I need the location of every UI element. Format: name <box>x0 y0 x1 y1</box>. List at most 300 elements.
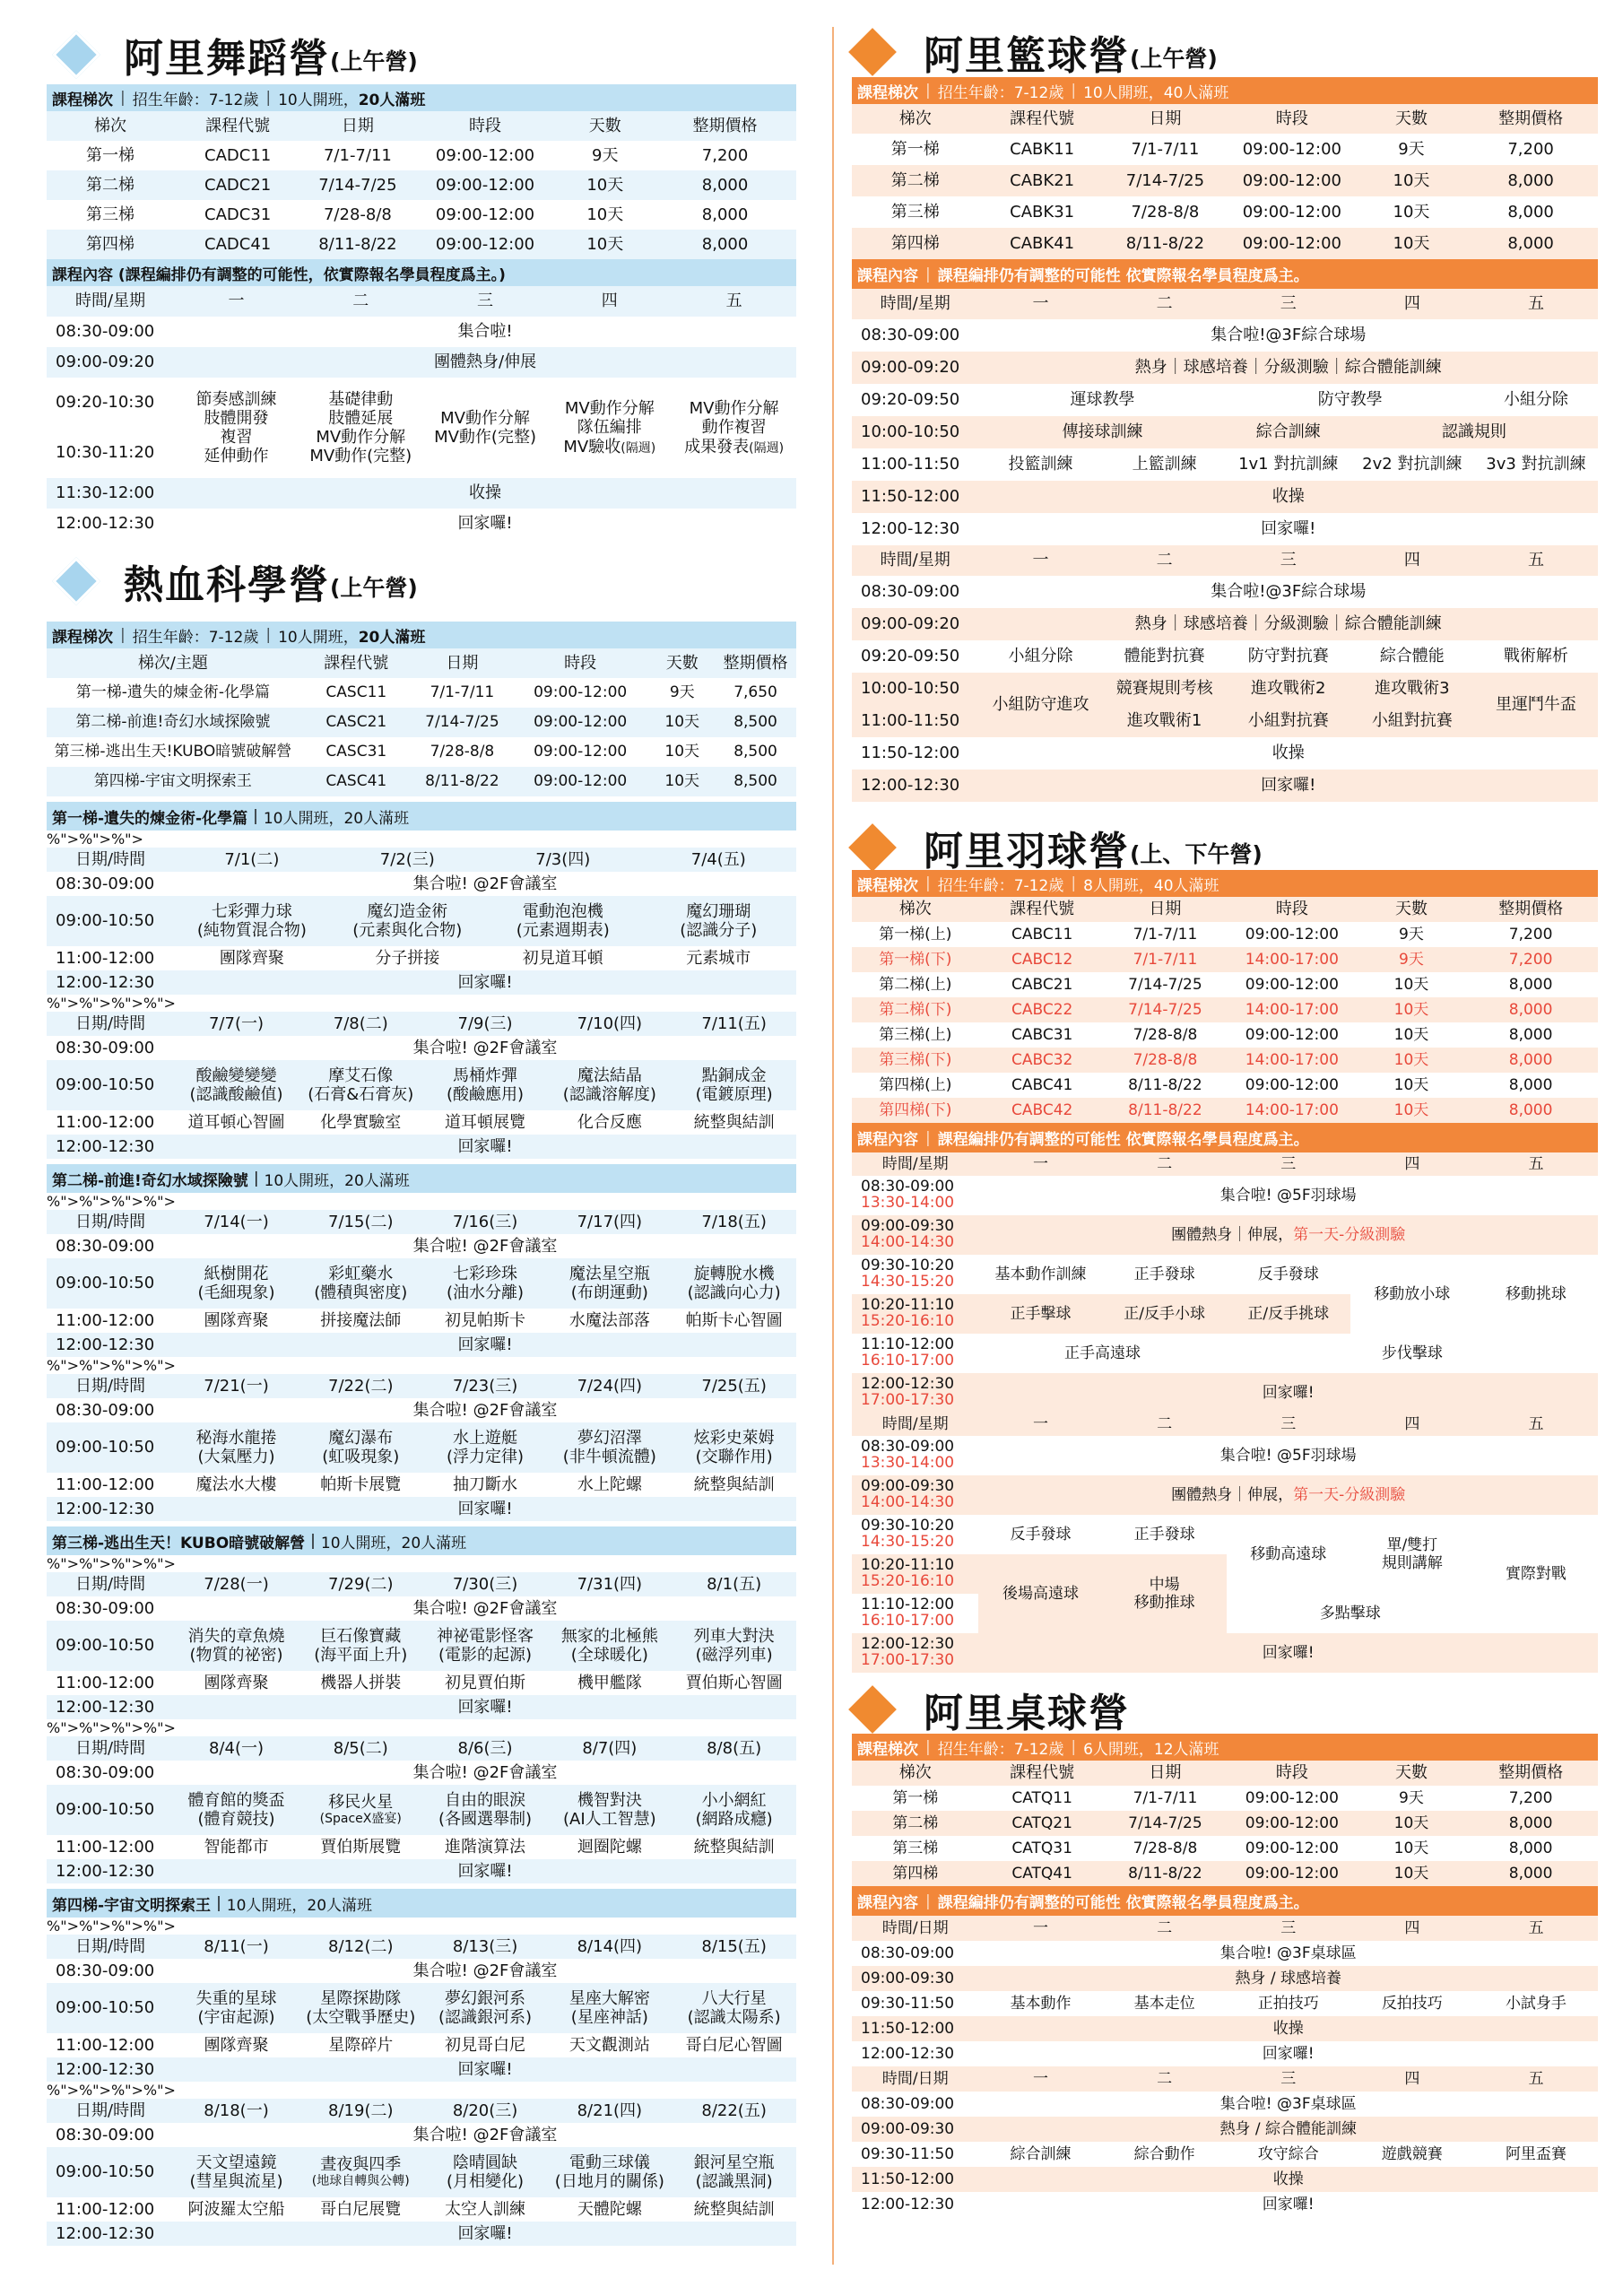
table-cell: 8,000 <box>701 204 749 224</box>
date-cell: 8/21(四) <box>577 2100 643 2120</box>
table-cell: 9天 <box>592 145 619 165</box>
enroll-label: 課程梯次 <box>857 876 918 895</box>
enroll-min: 8人開班， <box>1083 876 1154 895</box>
date-cell: 7/14(一) <box>204 1212 269 1231</box>
table-header <box>852 897 1598 922</box>
table-cell: 第四梯(上) <box>879 1075 952 1094</box>
header-cell: 天數 <box>665 653 699 673</box>
activity-cell: 列車大對決 (磁浮列車) <box>693 1626 775 1665</box>
time-cell: 08:30-09:00 <box>861 2094 955 2113</box>
header-cell: 日期/時間 <box>75 1212 146 1231</box>
time-cell: 10:00-10:50 <box>861 422 960 442</box>
activity-cell: 回家囉! <box>457 972 513 992</box>
date-cell: 7/24(四) <box>577 1376 643 1396</box>
table-cell: 8,000 <box>1508 1000 1553 1019</box>
table-cell: 第二梯-前進!奇幻水域探險號 <box>75 713 271 732</box>
basketball-price-table <box>852 104 1598 259</box>
table-cell: 10天 <box>1393 170 1430 190</box>
activity-cell: 集合啦! @5F羽球場 <box>1219 1186 1357 1205</box>
table-row <box>852 228 1598 259</box>
header-cell: 天數 <box>1394 1763 1428 1783</box>
table-row <box>852 134 1598 165</box>
time-cell: 08:30-09:00 <box>56 1762 155 1782</box>
badminton-camp <box>852 825 1598 1673</box>
date-cell: 8/14(四) <box>577 1936 643 1956</box>
term-cap: 10人開班，20人滿班 <box>320 1534 467 1552</box>
activity-cell: 集合啦! @2F會議室 <box>412 1961 558 1980</box>
science-camp <box>47 552 796 2246</box>
time-cell: 10:20-11:10 15:20-16:10 <box>861 1556 955 1590</box>
activity-cell: 夢幻銀河系 (認識銀河系) <box>438 1988 533 2027</box>
activity-cell: 防守對抗賽 <box>1247 647 1329 666</box>
table-cell: 09:00-12:00 <box>534 772 628 791</box>
table-cell: 8,000 <box>1508 1075 1553 1094</box>
header-cell: 五 <box>1528 1154 1544 1173</box>
activity-cell: 多點擊球 <box>1319 1604 1381 1622</box>
camp-session: (上午營) <box>330 575 418 601</box>
activity-cell: 集合啦! @2F會議室 <box>412 2125 558 2144</box>
header-cell: 一 <box>1032 1918 1048 1937</box>
activity-cell: 道耳頓心智圖 <box>187 1112 285 1132</box>
term-name: 第二梯-前進!奇幻水域探險號 <box>52 1171 248 1190</box>
activity-cell: 集合啦! @2F會議室 <box>412 1598 558 1618</box>
activity-cell: 團隊齊聚 <box>204 2035 269 2055</box>
activity-cell: 水魔法部落 <box>568 1310 650 1330</box>
time-cell: 12:00-12:30 17:00-17:30 <box>861 1375 955 1409</box>
table-cell: 7/1-7/11 <box>430 683 495 702</box>
activity-cell: 綜合體能 <box>1379 647 1445 666</box>
activity-cell: 摩艾石像 (石膏&石膏灰) <box>308 1065 414 1104</box>
table-cell: 9天 <box>1399 1788 1424 1807</box>
table-cell: CADC11 <box>204 145 272 165</box>
badminton-price-table <box>852 897 1598 1123</box>
time-cell: 11:10-12:00 16:10-17:00 <box>861 1596 955 1630</box>
header-cell: 四 <box>1404 1414 1420 1433</box>
activity-cell: 集合啦! <box>457 322 513 342</box>
date-cell: 8/5(二) <box>333 1738 388 1758</box>
table-row <box>852 1073 1598 1098</box>
time-cell: 11:50-12:00 <box>861 487 960 507</box>
header-cell: 時間/日期 <box>881 2069 949 2088</box>
table-cell: 第四梯 <box>890 233 940 253</box>
enroll-age: 招生年齡：7-12歲 <box>937 83 1064 102</box>
activity-cell: 進攻戰術3 <box>1375 679 1450 699</box>
table-cell: 第一梯-遺失的煉金術-化學篇 <box>75 683 270 702</box>
header-cell: 一 <box>1032 294 1049 314</box>
activity-cell: 迴圈陀螺 <box>577 1837 642 1857</box>
left-column <box>47 25 796 2255</box>
table-cell: 09:00-12:00 <box>435 204 535 224</box>
header-cell: 五 <box>1527 551 1544 570</box>
header-cell: 整期價格 <box>1498 109 1564 128</box>
content-note: 課程編排仍有調整的可能性 依實際報名學員程度爲主。 <box>937 1131 1309 1149</box>
table-cell: 7/14-7/25 <box>1128 1813 1202 1832</box>
activity-cell: 團體熱身｜伸展，第一天-分級測驗 <box>1171 1225 1406 1244</box>
content-bar <box>47 259 796 286</box>
table-cell: 10天 <box>1393 1813 1429 1832</box>
enroll-label: 課程梯次 <box>52 628 113 647</box>
time-cell: 11:30-12:00 <box>56 483 155 503</box>
table-cell: 09:00-12:00 <box>1245 1025 1339 1044</box>
activity-cell: 基本動作訓練 <box>994 1265 1087 1283</box>
table-row <box>47 141 796 170</box>
table-header <box>47 648 796 678</box>
activity-cell: 步伐擊球 <box>1381 1344 1443 1362</box>
header-cell: 時間/星期 <box>881 1414 949 1433</box>
activity-cell: 初見道耳頓 <box>522 948 603 968</box>
activity-cell: 回家囉! <box>457 1861 513 1881</box>
activity-cell: 1v1 對抗訓練 <box>1238 455 1339 474</box>
header-cell: 五 <box>1528 1414 1544 1433</box>
table-cell: CASC31 <box>325 743 387 761</box>
time-cell: 09:00-10:50 <box>56 1274 155 1293</box>
header-cell: 三 <box>1280 1414 1297 1433</box>
term-week-schedule <box>47 2099 796 2246</box>
table-cell: 10天 <box>1393 1050 1429 1069</box>
diamond-icon <box>52 30 100 79</box>
table-cell: 09:00-12:00 <box>1242 170 1341 190</box>
date-cell: 7/28(一) <box>204 1574 269 1594</box>
date-cell: 7/16(三) <box>452 1212 518 1231</box>
table-cell: 10天 <box>1393 1025 1429 1044</box>
header-cell: 三 <box>1280 294 1297 314</box>
header-cell: 日期 <box>1149 1763 1182 1783</box>
table-cell: 7/1-7/11 <box>1133 925 1198 944</box>
table-cell: 9天 <box>669 683 695 702</box>
header-cell: 五 <box>725 291 742 311</box>
activity-cell: 基礎律動 肢體延展 MV動作分解 MV動作(完整) <box>309 389 412 466</box>
activity-cell: 天文觀測站 <box>568 2035 650 2055</box>
activity-cell: 正手擊球 <box>1010 1304 1072 1323</box>
camp-title <box>852 825 1598 874</box>
header-cell: 二 <box>1157 1918 1173 1937</box>
activity-cell: 自由的眼淚 (各國選舉制) <box>438 1790 533 1829</box>
header-cell: 日期/時間 <box>75 849 146 869</box>
date-cell: 7/31(四) <box>577 1574 643 1594</box>
activity-cell: 回家囉! <box>1262 1643 1315 1662</box>
activity-cell: 收操 <box>1272 2019 1304 2038</box>
table-row <box>852 165 1598 196</box>
table-header <box>852 1761 1598 1786</box>
table-header <box>47 111 796 141</box>
term-bar: 第二梯-前進!奇幻水域探險號 | 10人開班，20人滿班 <box>47 1164 796 1193</box>
table-row <box>47 767 796 796</box>
activity-cell: 基本動作 <box>1010 1994 1072 2013</box>
header-cell: 一 <box>1032 2069 1048 2088</box>
term-cap: 10人開班，20人滿班 <box>264 1171 410 1190</box>
enroll-max: 40人滿班 <box>1163 83 1229 102</box>
enroll-age: 招生年齡：7-12歲 <box>937 1740 1064 1759</box>
camp-session: (上午營) <box>330 48 418 74</box>
time-cell: 12:00-12:30 <box>56 1697 155 1717</box>
header-cell: 時段 <box>1275 1763 1308 1783</box>
header-cell: 時間/星期 <box>880 551 950 570</box>
activity-cell: 進攻戰術1 <box>1126 711 1202 731</box>
activity-cell: 3v3 對抗訓練 <box>1486 455 1586 474</box>
activity-cell: 運球教學 <box>1070 390 1135 410</box>
activity-cell: 回家囉! <box>457 2223 513 2243</box>
table-cell: CABK21 <box>1010 170 1075 190</box>
table-cell: 7,200 <box>701 145 749 165</box>
table-cell: CABK41 <box>1010 233 1075 253</box>
content-label: 課程內容 <box>857 1131 918 1149</box>
time-cell: 08:30-09:00 <box>56 874 155 893</box>
activity-cell: 小小網紅 (網路成癮) <box>695 1790 773 1829</box>
activity-cell: 熱身 / 綜合體能訓練 <box>1219 2119 1357 2138</box>
activity-cell: 反手發球 <box>1010 1525 1072 1544</box>
table-cell: CABK31 <box>1010 202 1075 222</box>
activity-cell: 元素城市 <box>686 948 751 968</box>
term-name: 第一梯-遺失的煉金術-化學篇 <box>52 809 248 828</box>
activity-cell: 移動挑球 <box>1505 1284 1567 1303</box>
header-cell: 四 <box>1404 1154 1420 1173</box>
activity-cell: 七彩彈力球 (純物質混合物) <box>196 901 307 940</box>
schedule-header <box>47 286 796 317</box>
activity-cell: 拼接魔法師 <box>320 1310 402 1330</box>
table-cell: 10天 <box>586 175 624 195</box>
activity-cell: 實際對戰 <box>1505 1564 1567 1583</box>
table-cell: 10天 <box>586 204 624 224</box>
diamond-icon <box>848 28 897 76</box>
date-cell: 8/1(五) <box>707 1574 762 1594</box>
science-price-table <box>47 648 796 796</box>
time-cell: 09:00-09:20 <box>861 614 960 634</box>
term-week-schedule <box>47 848 796 995</box>
activity-cell: 分子拼接 <box>375 948 440 968</box>
time-cell: 09:20-09:50 <box>861 390 960 410</box>
term-week-schedule <box>47 1736 796 1883</box>
table-cell: 7/28-8/8 <box>323 204 392 224</box>
activity-cell: 回家囉! <box>1262 2044 1315 2063</box>
content-bar: 課程內容 | 課程編排仍有調整的可能性 依實際報名學員程度爲主。 <box>852 1123 1598 1152</box>
table-cell: CABC12 <box>1011 950 1073 969</box>
header-cell: 日期/時間 <box>75 1936 146 1956</box>
content-note: 課程內容 (課程編排仍有調整的可能性，依實際報名學員程度爲主。) <box>52 265 506 284</box>
activity-cell: 回家囉! <box>1262 2195 1315 2213</box>
table-cell: CABC42 <box>1011 1100 1073 1119</box>
activity-cell: 收操 <box>469 483 502 503</box>
activity-cell: 星際探勘隊 (太空戰爭歷史) <box>306 1988 416 2027</box>
table-row <box>852 1098 1598 1123</box>
date-cell: 8/15(五) <box>701 1936 767 1956</box>
activity-cell: 體育館的獎盃 (體育競技) <box>187 1790 285 1829</box>
activity-cell: 小組對抗賽 <box>1247 711 1329 731</box>
time-cell: 11:00-11:50 <box>861 711 960 731</box>
table-row <box>852 1048 1598 1073</box>
date-cell: 8/12(二) <box>328 1936 394 1956</box>
table-cell: 8/11-8/22 <box>1125 233 1205 253</box>
activity-cell: 收操 <box>1272 2170 1304 2188</box>
time-cell: 09:00-09:30 <box>861 1969 955 1987</box>
science-terms: 第一梯-遺失的煉金術-化學篇 | 10人開班，20人滿班 %">%">%"> 日期/時間 7/1(二) 7/2(三) 7/3(四) 7/4(五) 08:30-09:00 集合啦! @2F會議室 09:00-10:50 七彩彈力球 (純物質混合物) 魔幻造金術 (元素與化合物) 電動泡泡機 (元素週期表) 魔幻珊瑚 (認識分子) 11:00-12:00 團隊齊聚 分子拼接 初見道耳頓 元素城市 12:00-12:30 回家囉! %">%">%">%"> 日期/時間 7/7(一) 7/8(二) 7/9(三) 7/10(四) 7/11(五) 08:30-09:00 集合啦! @2F會議室 09:00-10:50 酸鹼變變變 (認識酸鹼值) 摩艾石像 (石膏&石膏灰) 馬桶炸彈 (酸鹼應用) 魔法結晶 (認識溶解度) 點銅成金 (電鍍原理) 11:00-12:00 道耳頓心智圖 化學實驗室 道耳頓展覽 化合反應 統整與結訓 12:00-12:30 回家囉! 第二梯-前進!奇幻水域探險號 | 10人開班，20人滿班 %">%">%">%"> 日期/時間 7/14(一) 7/15(二) 7/16(三) 7/17(四) 7/18(五) 08:30-09:00 集合啦! @2F會議室 09:00-10:50 紙樹開花 (毛細現象) 彩虹藥水 (體積與密度) 七彩珍珠 (油水分離) 魔法星空瓶 (布朗運動) 旋轉脫水機 (認識向心力) 11:00-12:00 團隊齊聚 拼接魔法師 初見帕斯卡 水魔法部落 帕斯卡心智圖 12:00-12:30 回家囉! %">%">%">%"> 日期/時間 7/21(一) 7/22(二) 7/23(三) 7/24(四) 7/25(五) 08:30-09:00 集合啦! @2F會議室 09:00-10:50 秘海水龍捲 (大氣壓力) 魔幻瀑布 (虹吸現象) 水上遊艇 (浮力定律) 夢幻沼澤 (非牛頓流體) 炫彩史萊姆 (交聯作用) 11:00-12:00 魔法水大樓 帕斯卡展覽 抽刀斷水 水上陀螺 統整與結訓 12:00-12:30 回家囉! 第三梯-逃出生天！KUBO暗號破解營 | 10人開班，20人滿班 %">%">%">%"> 日期/時間 7/28(一) 7/29(二) 7/30(三) 7/31(四) 8/1(五) 08:30-09:00 集合啦! @2F會議室 09:00-10:50 消失的章魚燒 (物質的祕密) 巨石像寶藏 (海平面上升) 神祕電影怪客 (電影的起源) 無家的北極熊 (全球暖化) 列車大對決 (磁浮列車) 11:00-12:00 團隊齊聚 機器人拼裝 初見賈伯斯 機甲艦隊 賈伯斯心智圖 12:00-12:30 回家囉! %">%">%">%"> 日期/時間 8/4(一) 8/5(二) 8/6(三) 8/7(四) 8/8(五) 08:30-09:00 集合啦! @2F會議室 09:00-10:50 體育館的獎盃 (體育競技) 移民火星 (SpaceX盛宴) 自由的眼淚 (各國選舉制) 機智對決 (AI人工智慧) 小小網紅 (網路成癮) 11:00-12:00 智能都市 賈伯斯展覽 進階演算法 迴圈陀螺 統整與結訓 12:00-12:30 回家囉! 第四梯-宇宙文明探索王 | 10人開班，20人滿班 %">%">%">%"> 日期/時間 8/11(一) 8/12(二) 8/13(三) 8/14(四) 8/15(五) 08:30-09:00 集合啦! @2F會議室 09:00-10:50 失重的星球 (宇宙起源) 星際探勘隊 (太空戰爭歷史) 夢幻銀河系 (認識銀河系) 星座大解密 (星座神話) 八大行星 (認識太陽系) 11:00-12:00 團隊齊聚 星際碎片 初見哥白尼 天文觀測站 哥白尼心智圖 12:00-12:30 回家囉! %">%">%">%"> 日期/時間 8/18(一) 8/19(二) 8/20(三) 8/21(四) 8/22(五) 08:30-09:00 集合啦! @2F會議室 09:00-10:50 天文望遠鏡 (彗星與流星) 晝夜與四季 (地球自轉與公轉) 陰晴圓缺 (月相變化) 電動三球儀 (日地月的關係) 銀河星空瓶 (認識黑洞) 11:00-12:00 阿波羅太空船 哥白尼展覽 太空人訓練 天體陀螺 統整與結訓 12:00-12:30 回家囉! <box>47 802 796 2246</box>
activity-cell: 晝夜與四季 (地球自轉與公轉) <box>311 2155 410 2189</box>
term-week-schedule <box>47 1012 796 1159</box>
date-cell: 7/10(四) <box>577 1013 643 1033</box>
activity-cell: 無家的北極熊 (全球暖化) <box>560 1626 658 1665</box>
table-cell: 10天 <box>1393 1000 1429 1019</box>
table-cell: 7/1-7/11 <box>323 145 392 165</box>
activity-cell: 集合啦! @2F會議室 <box>412 1236 558 1256</box>
activity-cell: 賈伯斯展覽 <box>320 1837 402 1857</box>
table-cell: 8,000 <box>1508 1025 1553 1044</box>
activity-cell: 天文望遠鏡 (彗星與流星) <box>189 2152 283 2191</box>
activity-cell: 集合啦!@3F綜合球場 <box>1211 326 1367 345</box>
date-cell: 7/23(三) <box>452 1376 518 1396</box>
table-cell: CABC11 <box>1011 925 1073 944</box>
camp-name: 阿里桌球營 <box>924 1691 1130 1736</box>
enroll-max: 40人滿班 <box>1153 876 1219 895</box>
activity-cell: 團隊齊聚 <box>219 948 284 968</box>
table-cell: 10天 <box>1393 233 1430 253</box>
dance-price-table <box>47 111 796 259</box>
header-cell: 二 <box>1157 1414 1173 1433</box>
enroll-bar: 課程梯次 | 招生年齡：7-12歲 | 10人開班， 40人滿班 <box>852 77 1598 104</box>
time-cell: 09:00-09:30 <box>861 2119 955 2138</box>
time-cell: 12:00-12:30 <box>56 1499 155 1518</box>
activity-cell: 投籃訓練 <box>1008 455 1073 474</box>
activity-cell: 正拍技巧 <box>1257 1994 1319 2013</box>
activity-cell: 銀河星空瓶 (認識黑洞) <box>693 2152 775 2191</box>
table-cell: 10天 <box>664 713 700 732</box>
term-cap: 10人開班，20人滿班 <box>263 809 410 828</box>
time-cell: 08:30-09:00 <box>861 582 960 602</box>
date-cell: 7/3(四) <box>535 849 591 869</box>
header-cell: 三 <box>1280 1154 1297 1173</box>
activity-cell: 收操 <box>1271 487 1305 507</box>
table-cell: 8/11-8/22 <box>318 234 397 254</box>
time-cell: 12:00-12:30 <box>56 1136 155 1156</box>
activity-cell: 小試身手 <box>1505 1994 1567 2013</box>
table-cell: 10天 <box>1393 1839 1429 1857</box>
activity-cell: 正手發球 <box>1133 1265 1195 1283</box>
time-cell: 08:30-09:00 13:30-14:00 <box>861 1178 955 1212</box>
activity-cell: 團體熱身｜伸展，第一天-分級測驗 <box>1171 1485 1406 1504</box>
time-cell: 11:50-12:00 <box>861 744 960 763</box>
activity-cell: 統整與結訓 <box>693 1112 775 1132</box>
activity-cell: 哥白尼心智圖 <box>685 2035 783 2055</box>
activity-cell: 小組分除 <box>1503 390 1568 410</box>
dance-schedule <box>47 286 796 539</box>
activity-cell: 競賽規則考核 <box>1115 679 1213 699</box>
table-cell: 09:00-12:00 <box>1245 1075 1339 1094</box>
basketball-schedule-week2 <box>852 545 1598 802</box>
table-cell: 第三梯(上) <box>879 1025 952 1044</box>
date-cell: 8/13(三) <box>452 1936 518 1956</box>
table-cell: 第一梯(下) <box>879 950 952 969</box>
table-cell: 7,650 <box>733 683 777 702</box>
header-cell: 日期/時間 <box>75 1013 146 1033</box>
date-cell: 8/6(三) <box>457 1738 513 1758</box>
table-cell: 10天 <box>1393 1100 1429 1119</box>
table-row <box>852 1836 1598 1861</box>
time-cell: 12:00-12:30 <box>861 2195 955 2213</box>
table-cell: 10天 <box>1393 1075 1429 1094</box>
table-cell: 8,500 <box>733 713 777 732</box>
time-cell: 09:00-10:50 <box>56 911 155 931</box>
time-cell: 08:30-09:00 13:30-14:00 <box>861 1438 955 1472</box>
term-bar: 第三梯-逃出生天！KUBO暗號破解營 | 10人開班，20人滿班 <box>47 1526 796 1555</box>
time-cell: 11:00-12:00 <box>56 1837 155 1857</box>
header-cell: 日期 <box>1149 900 1182 919</box>
badminton-schedules <box>852 1152 1598 1673</box>
basketball-schedule-week1 <box>852 289 1598 545</box>
header-cell: 時段 <box>1275 900 1308 919</box>
term-week-schedule <box>47 1935 796 2082</box>
header-cell: 四 <box>1404 1918 1420 1937</box>
content-note: 課程編排仍有調整的可能性 依實際報名學員程度爲主。 <box>937 267 1309 285</box>
header-cell: 一 <box>228 291 245 311</box>
header-cell: 二 <box>1157 1154 1173 1173</box>
table-cell: CATQ31 <box>1011 1839 1072 1857</box>
date-cell: 8/18(一) <box>204 2100 269 2120</box>
activity-cell: 水上陀螺 <box>577 1474 642 1494</box>
activity-cell: 正/反手挑球 <box>1247 1304 1330 1323</box>
time-cell: 12:00-12:30 <box>56 514 155 534</box>
activity-cell: 炫彩史萊姆 (交聯作用) <box>693 1428 775 1466</box>
activity-cell: 綜合訓練 <box>1010 2144 1072 2163</box>
date-cell: 7/4(五) <box>690 849 746 869</box>
activity-cell: 帕斯卡展覽 <box>320 1474 402 1494</box>
activity-cell: 阿里盃賽 <box>1505 2144 1567 2163</box>
time-cell: 11:10-12:00 16:10-17:00 <box>861 1335 955 1370</box>
table-cell: 14:00-17:00 <box>1245 1000 1339 1019</box>
date-cell: 7/22(二) <box>328 1376 394 1396</box>
activity-cell: 集合啦! @2F會議室 <box>412 1400 558 1420</box>
table-row <box>852 196 1598 228</box>
activity-cell: 小組防守進攻 <box>992 695 1089 715</box>
activity-cell: 里運鬥牛盃 <box>1495 695 1576 715</box>
activity-cell: 團體熱身/伸展 <box>434 352 537 372</box>
term-bar: 第四梯-宇宙文明探索王 | 10人開班，20人滿班 <box>47 1889 796 1918</box>
activity-cell: 綜合動作 <box>1133 2144 1195 2163</box>
camp-title <box>852 27 1598 77</box>
table-cell: 第四梯-宇宙文明探索王 <box>93 772 252 791</box>
table-cell: CADC21 <box>204 175 272 195</box>
table-cell: CATQ11 <box>1011 1788 1072 1807</box>
header-cell: 日期/時間 <box>75 2100 146 2120</box>
time-cell: 10:20-11:10 15:20-16:10 <box>861 1296 955 1330</box>
header-cell: 一 <box>1032 551 1049 570</box>
table-cell: 7,200 <box>1508 950 1553 969</box>
table-row <box>47 737 796 767</box>
badminton-schedule-week1 <box>852 1152 1598 1413</box>
enroll-max: 20人滿班 <box>358 628 426 647</box>
activity-cell: 綜合訓練 <box>1255 422 1321 442</box>
table-cell: 09:00-12:00 <box>534 743 628 761</box>
table-row <box>47 678 796 708</box>
camp-name: 阿里羽球營 <box>924 829 1130 874</box>
activity-cell: 夢幻沼澤 (非牛頓流體) <box>562 1428 656 1466</box>
activity-cell: 正手高遠球 <box>1064 1344 1141 1362</box>
activity-cell: 星際碎片 <box>328 2035 394 2055</box>
table-cell: 8/11-8/22 <box>1128 1075 1202 1094</box>
header-cell: 時段 <box>469 116 502 135</box>
activity-cell: 集合啦! @2F會議室 <box>412 874 558 893</box>
table-cell: 8,000 <box>1508 1813 1553 1832</box>
header-cell: 梯次 <box>94 116 127 135</box>
right-column <box>852 27 1598 2226</box>
tabletennis-schedule <box>852 1916 1598 2217</box>
header-cell: 四 <box>1403 551 1420 570</box>
header-cell: 五 <box>1527 294 1544 314</box>
table-cell: 7/28-8/8 <box>1133 1839 1198 1857</box>
table-cell: 第三梯(下) <box>879 1050 952 1069</box>
activity-cell: 初見帕斯卡 <box>445 1310 526 1330</box>
header-cell: 五 <box>1528 1918 1544 1937</box>
table-cell: CASC21 <box>325 713 387 732</box>
activity-cell: 點銅成金 (電鍍原理) <box>695 1065 773 1104</box>
header-cell: 整期價格 <box>1498 900 1564 919</box>
